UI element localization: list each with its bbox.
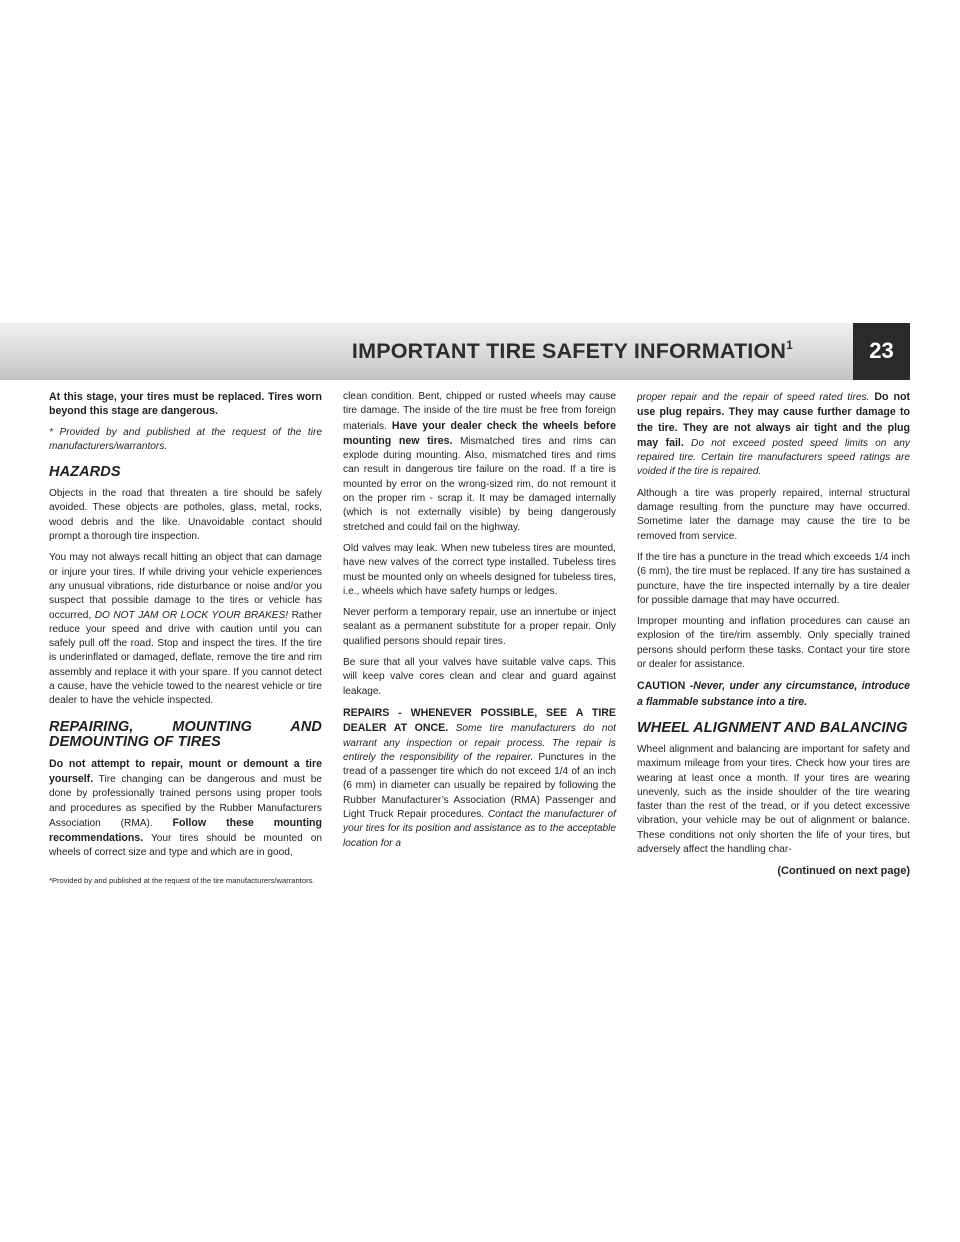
col2-paragraph-4: Be sure that all your valves have suitable valve caps. This will keep valve cores clean and clear and guard against leakage. — [343, 657, 616, 697]
col2-paragraph-5 — [343, 706, 616, 851]
heading-hazards: HAZARDS — [49, 464, 121, 481]
continued-note: (Continued on next page) — [777, 865, 910, 878]
repairing-text-2: Your tires should be mounted on wheels of correct size and type and which are in good, — [49, 833, 322, 859]
column-1 — [49, 390, 322, 868]
hazards-p2-text-b: Rather reduce your speed and drive with caution until you can safely pull off the road. Stop and inspect the tires. If the tire is underinflated or damaged, deflate, remove the tire and rim assembly and replace it with your spare. If you cannot detect a cause, have the vehicle towed to the nearest vehicle or tire dealer to have the vehicle inspected. — [49, 609, 322, 707]
heading-repairing: REPAIRING, MOUNTING AND DEMOUNTING OF TIRES — [49, 718, 322, 750]
page-title-superscript: 1 — [786, 338, 793, 352]
wheel-alignment-paragraph: Wheel alignment and balancing are important for safety and maximum mileage from your tires. Check how your tires are wearing at least once a month. If your tires are wearing unevenly, such as the inside shoulder of the tire wearing faster than the rest of the tread, or if you detect excessive vibration, your vehicle may be out of alignment or balance. These conditions not only shorten the life of your tires, but adversely affect the handling char- — [637, 743, 910, 856]
page-title-text: IMPORTANT TIRE SAFETY INFORMATION — [351, 339, 787, 364]
col3-paragraph-1 — [637, 390, 910, 480]
page-title — [352, 339, 793, 364]
col3-p1-italic-2: Do not exceed posted speed limits on any repaired tire. Certain tire manufacturers speed ratings are voided if the tire is repaired. — [637, 437, 910, 478]
column-2 — [343, 390, 616, 858]
col2-p1-bold: Have your dealer check the wheels before mounting new tires. — [343, 419, 616, 447]
col3-paragraph-4: Improper mounting and inflation procedures can cause an explosion of the tire/rim assembly. Only specially trained persons should perform these tasks. Contact your tire store or dealer for assistance. — [637, 616, 910, 671]
col2-p5-text: Punctures in the tread of a passenger tire which do not exceed 1/4 of an inch (6 mm) in diameter can usually be repaired by following the Rubber Manufacturer’s Association (RMA) Passenger and Light Truck Repair procedures. — [343, 751, 616, 821]
repairing-bold-1: Do not attempt to repair, mount or demount a tire yourself. — [49, 757, 322, 785]
col2-paragraph-2: Old valves may leak. When new tubeless tires are mounted, have new valves of the correct type installed. Tubeless tires must be mounted only on wheels designed for tubeless tires, i.e., wheels which have safety humps or ledges. — [343, 542, 616, 597]
hazards-p2-italic: DO NOT JAM OR LOCK YOUR BRAKES! — [94, 609, 289, 621]
hazards-paragraph-1: Objects in the road that threaten a tire should be safely avoided. These objects are potholes, glass, metal, rocks, wood debris and the like. Unavoidable contact should prompt a thorough tire inspection. — [49, 488, 322, 543]
caution-paragraph — [637, 679, 910, 710]
col2-p5-italic-2: Contact the manufacturer of your tires for its position and assistance as to the acceptable location for a — [343, 809, 616, 849]
provided-by-note: * Provided by and published at the request of the tire manufacturers/warrantors. — [49, 426, 322, 452]
col2-p1-text-b: Mismatched tires and rims can explode during mounting. Also, mismatched tires and rims can result in dangerous tire failure on the road. If a tire is mounted by error on the wrong-sized rim, do not remount it on the proper rim - scrap it. It may be damaged internally (which is not externally visible) by being dangerously stretched and could fail on the highway. — [343, 435, 616, 533]
caution-text: Never, under any circumstance, introduce a flammable substance into a tire. — [637, 680, 910, 708]
page-number-box — [853, 323, 910, 380]
heading-wheel-alignment: WHEEL ALIGNMENT AND BALANCING — [637, 719, 908, 736]
worn-tires-warning: At this stage, your tires must be replaced. Tires worn beyond this stage are dangerous. — [49, 391, 322, 418]
col3-p1-bold: Do not use plug repairs. They may cause further damage to the tire. They are not always air tight and the plug may fail. — [637, 391, 910, 449]
column-3 — [637, 390, 910, 886]
page-footnote: *Provided by and published at the request of the tire manufacturers/warrantors. — [49, 876, 315, 885]
hazards-paragraph-2 — [49, 551, 322, 708]
col2-p1-text-a: clean condition. Bent, chipped or rusted wheels may cause tire damage. The inside of the tire must be free from foreign materials. — [343, 391, 616, 432]
col2-p5-bold: REPAIRS - WHENEVER POSSIBLE, SEE A TIRE DEALER AT ONCE. — [343, 706, 616, 735]
col3-paragraph-3: If the tire has a puncture in the tread which exceeds 1/4 inch (6 mm), the tire must be replaced. If any tire has sustained a puncture, have the tire inspected internally by a tire dealer for possible damage that may have occurred. — [637, 551, 910, 606]
col2-p5-italic-1: Some tire manufacturers do not warrant any inspection or repair process. The repair is entirely the responsibility of the repairer. — [343, 723, 616, 763]
page-number: 23 — [869, 338, 894, 363]
repairing-bold-2: Follow these mounting recommendations. — [49, 816, 322, 845]
page-header-band — [0, 323, 853, 380]
col3-paragraph-2: Although a tire was properly repaired, internal structural damage resulting from the puncture may have occurred. Sometime later the damage may cause the tire to be removed from service. — [637, 487, 910, 542]
col2-paragraph-3: Never perform a temporary repair, use an innertube or inject sealant as a permanent substitute for a proper repair. Only qualified persons should repair tires. — [343, 607, 616, 647]
repairing-text-1: Tire changing can be dangerous and must be done by professionally trained persons using proper tools and procedures as specified by the Rubber Manufacturers Association (RMA). — [49, 773, 322, 829]
col2-paragraph-1 — [343, 390, 616, 535]
caution-label: CAUTION - — [637, 680, 694, 693]
col3-p1-italic-1: proper repair and the repair of speed rated tires. — [637, 392, 870, 403]
hazards-p2-text-a: You may not always recall hitting an object that can damage or injure your tires. If while driving your vehicle experiences any unusual vibrations, ride disturbance or noise and/or you suspect that possible damage to the tires or vehicle has occurred, — [49, 552, 322, 621]
repairing-paragraph — [49, 757, 322, 861]
